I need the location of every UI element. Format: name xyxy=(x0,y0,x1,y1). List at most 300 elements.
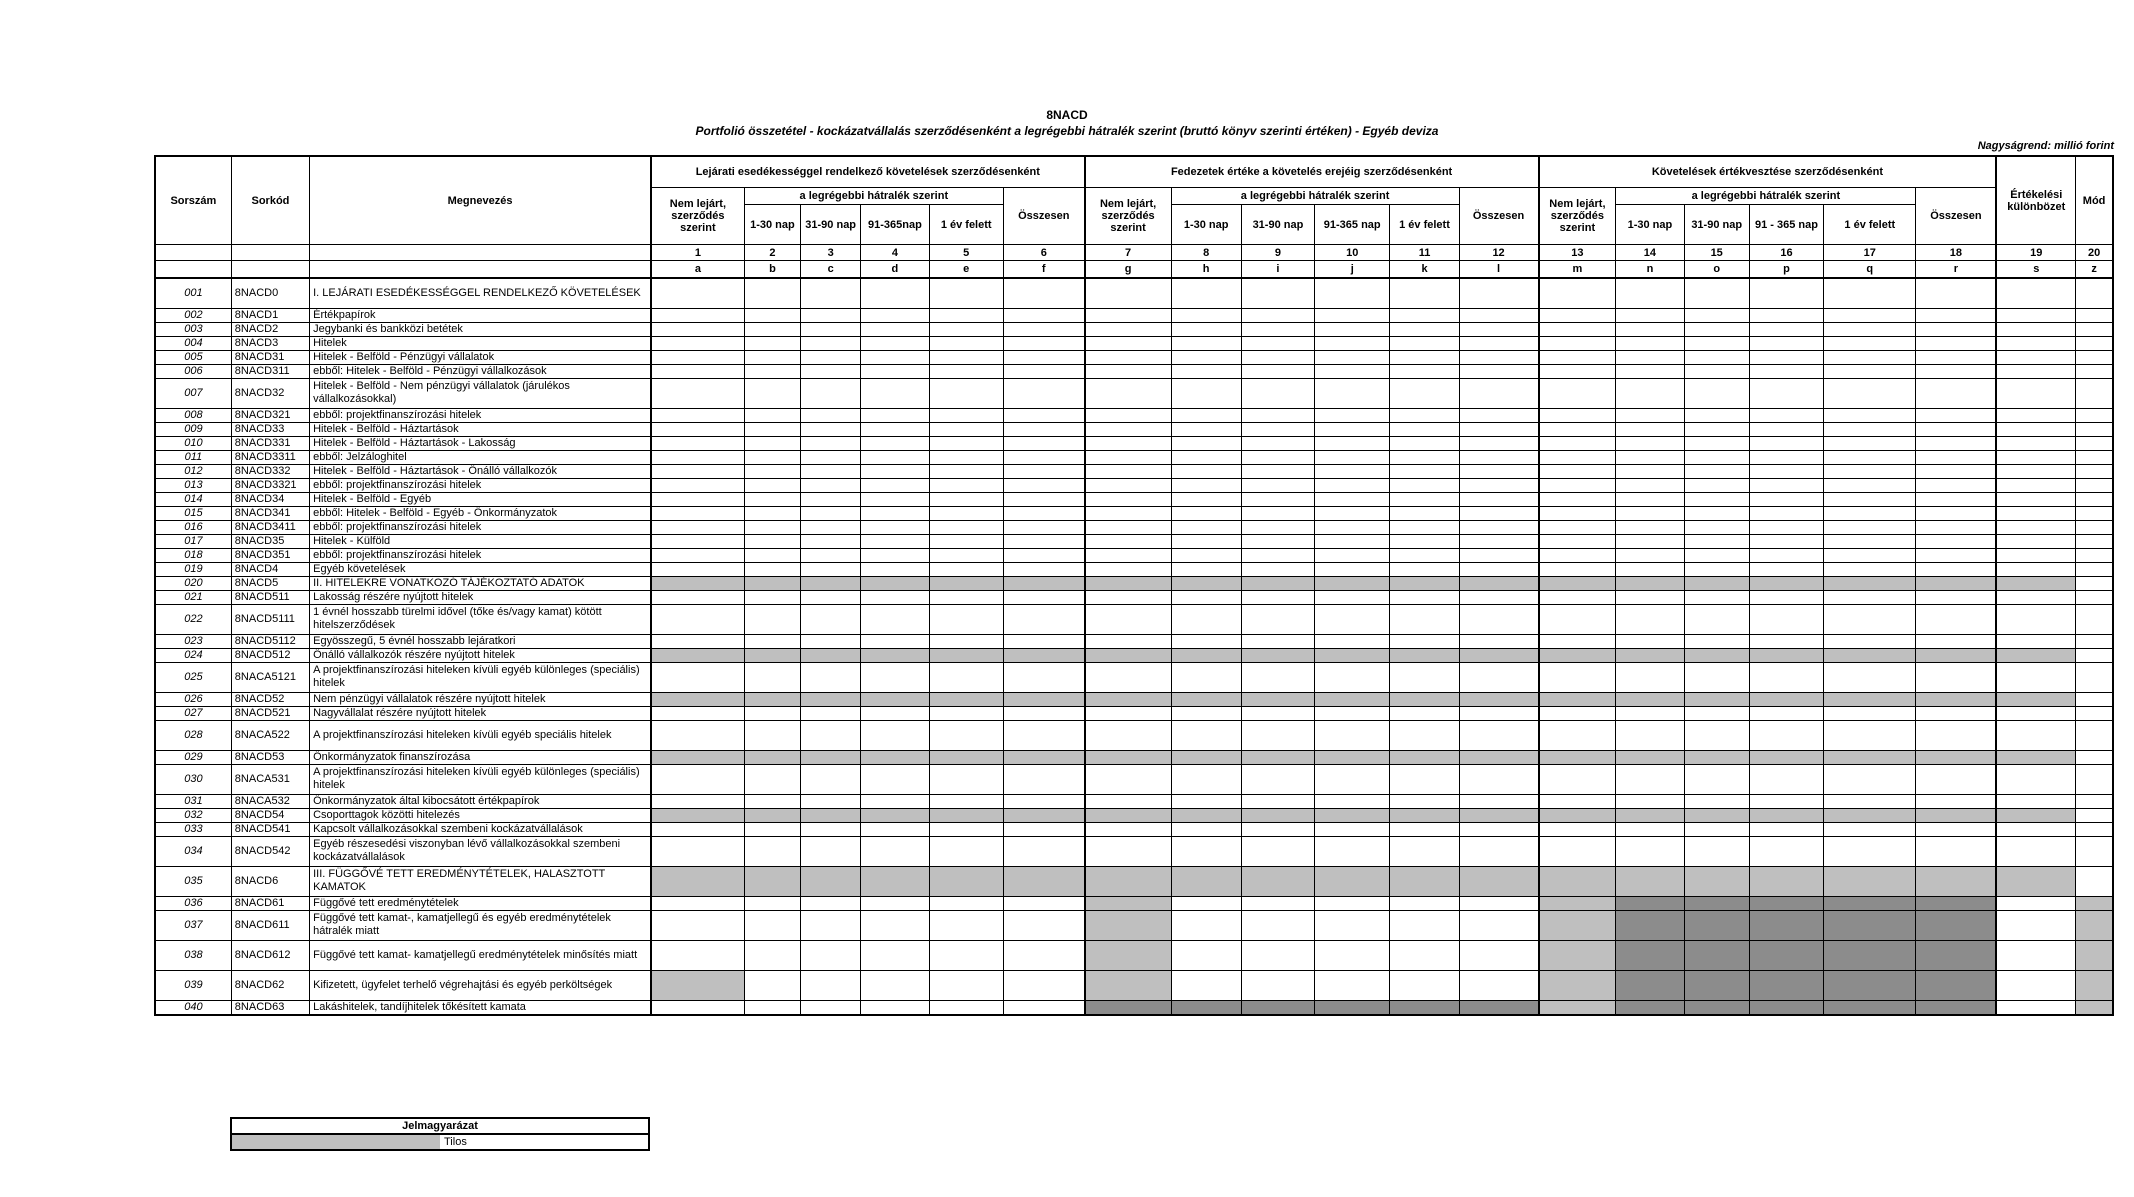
data-cell[interactable] xyxy=(1085,662,1171,692)
data-cell[interactable] xyxy=(1616,534,1684,548)
data-cell[interactable] xyxy=(1085,436,1171,450)
data-cell[interactable] xyxy=(1996,492,2075,506)
data-cell[interactable] xyxy=(1003,322,1084,336)
data-cell[interactable] xyxy=(861,794,929,808)
data-cell[interactable] xyxy=(1459,720,1538,750)
data-cell[interactable] xyxy=(1315,910,1390,940)
data-cell[interactable] xyxy=(2076,278,2113,308)
data-cell[interactable] xyxy=(861,322,929,336)
data-cell[interactable] xyxy=(1315,506,1390,520)
data-cell[interactable] xyxy=(1315,534,1390,548)
data-cell[interactable] xyxy=(1824,322,1916,336)
data-cell[interactable] xyxy=(1390,910,1459,940)
data-cell[interactable] xyxy=(651,278,744,308)
data-cell[interactable] xyxy=(1085,378,1171,408)
data-cell[interactable] xyxy=(929,506,1003,520)
data-cell[interactable] xyxy=(744,1000,800,1015)
data-cell[interactable] xyxy=(1684,322,1749,336)
data-cell[interactable] xyxy=(1749,422,1823,436)
data-cell[interactable] xyxy=(1241,940,1314,970)
data-cell[interactable] xyxy=(1684,794,1749,808)
data-cell[interactable] xyxy=(1616,720,1684,750)
data-cell[interactable] xyxy=(1824,836,1916,866)
data-cell[interactable] xyxy=(1459,706,1538,720)
data-cell[interactable] xyxy=(1749,562,1823,576)
data-cell[interactable] xyxy=(1171,706,1241,720)
data-cell[interactable] xyxy=(1003,278,1084,308)
data-cell[interactable] xyxy=(929,464,1003,478)
data-cell[interactable] xyxy=(1390,450,1459,464)
data-cell[interactable] xyxy=(651,822,744,836)
data-cell[interactable] xyxy=(1824,720,1916,750)
data-cell[interactable] xyxy=(861,562,929,576)
data-cell[interactable] xyxy=(1390,590,1459,604)
data-cell[interactable] xyxy=(1315,794,1390,808)
data-cell[interactable] xyxy=(1616,378,1684,408)
data-cell[interactable] xyxy=(1459,378,1538,408)
data-cell[interactable] xyxy=(861,492,929,506)
data-cell[interactable] xyxy=(1824,506,1916,520)
data-cell[interactable] xyxy=(1459,548,1538,562)
data-cell[interactable] xyxy=(1390,464,1459,478)
data-cell[interactable] xyxy=(1916,590,1996,604)
data-cell[interactable] xyxy=(1171,548,1241,562)
data-cell[interactable] xyxy=(1459,604,1538,634)
data-cell[interactable] xyxy=(744,350,800,364)
data-cell[interactable] xyxy=(1916,378,1996,408)
data-cell[interactable] xyxy=(1390,322,1459,336)
data-cell[interactable] xyxy=(1916,822,1996,836)
data-cell[interactable] xyxy=(1241,450,1314,464)
data-cell[interactable] xyxy=(1171,364,1241,378)
data-cell[interactable] xyxy=(1996,422,2075,436)
data-cell[interactable] xyxy=(1749,378,1823,408)
data-cell[interactable] xyxy=(1824,590,1916,604)
data-cell[interactable] xyxy=(1171,634,1241,648)
data-cell[interactable] xyxy=(1684,634,1749,648)
data-cell[interactable] xyxy=(801,970,861,1000)
data-cell[interactable] xyxy=(1085,562,1171,576)
data-cell[interactable] xyxy=(1085,408,1171,422)
data-cell[interactable] xyxy=(1241,350,1314,364)
data-cell[interactable] xyxy=(1315,364,1390,378)
data-cell[interactable] xyxy=(1684,336,1749,350)
data-cell[interactable] xyxy=(1003,970,1084,1000)
data-cell[interactable] xyxy=(861,720,929,750)
data-cell[interactable] xyxy=(1749,408,1823,422)
data-cell[interactable] xyxy=(2076,634,2113,648)
data-cell[interactable] xyxy=(1539,706,1616,720)
data-cell[interactable] xyxy=(2076,422,2113,436)
data-cell[interactable] xyxy=(651,492,744,506)
data-cell[interactable] xyxy=(1916,836,1996,866)
data-cell[interactable] xyxy=(1085,822,1171,836)
data-cell[interactable] xyxy=(929,794,1003,808)
data-cell[interactable] xyxy=(651,836,744,866)
data-cell[interactable] xyxy=(801,1000,861,1015)
data-cell[interactable] xyxy=(1684,364,1749,378)
data-cell[interactable] xyxy=(1749,506,1823,520)
data-cell[interactable] xyxy=(1824,464,1916,478)
data-cell[interactable] xyxy=(1085,322,1171,336)
data-cell[interactable] xyxy=(651,634,744,648)
data-cell[interactable] xyxy=(1241,478,1314,492)
data-cell[interactable] xyxy=(801,408,861,422)
data-cell[interactable] xyxy=(1616,436,1684,450)
data-cell[interactable] xyxy=(1390,534,1459,548)
data-cell[interactable] xyxy=(1390,408,1459,422)
data-cell[interactable] xyxy=(1171,590,1241,604)
data-cell[interactable] xyxy=(1539,506,1616,520)
data-cell[interactable] xyxy=(1171,896,1241,910)
data-cell[interactable] xyxy=(1616,322,1684,336)
data-cell[interactable] xyxy=(1539,422,1616,436)
data-cell[interactable] xyxy=(1616,634,1684,648)
data-cell[interactable] xyxy=(861,436,929,450)
data-cell[interactable] xyxy=(1749,450,1823,464)
data-cell[interactable] xyxy=(1003,350,1084,364)
data-cell[interactable] xyxy=(744,408,800,422)
data-cell[interactable] xyxy=(1241,896,1314,910)
data-cell[interactable] xyxy=(801,436,861,450)
data-cell[interactable] xyxy=(801,896,861,910)
data-cell[interactable] xyxy=(651,336,744,350)
data-cell[interactable] xyxy=(1616,706,1684,720)
data-cell[interactable] xyxy=(651,720,744,750)
data-cell[interactable] xyxy=(2076,692,2113,706)
data-cell[interactable] xyxy=(1824,422,1916,436)
data-cell[interactable] xyxy=(1390,720,1459,750)
data-cell[interactable] xyxy=(1003,378,1084,408)
data-cell[interactable] xyxy=(1824,350,1916,364)
data-cell[interactable] xyxy=(1749,278,1823,308)
data-cell[interactable] xyxy=(1684,520,1749,534)
data-cell[interactable] xyxy=(1749,634,1823,648)
data-cell[interactable] xyxy=(1749,794,1823,808)
data-cell[interactable] xyxy=(1085,836,1171,866)
data-cell[interactable] xyxy=(651,450,744,464)
data-cell[interactable] xyxy=(861,450,929,464)
data-cell[interactable] xyxy=(801,336,861,350)
data-cell[interactable] xyxy=(929,308,1003,322)
data-cell[interactable] xyxy=(1171,464,1241,478)
data-cell[interactable] xyxy=(1916,764,1996,794)
data-cell[interactable] xyxy=(1459,662,1538,692)
data-cell[interactable] xyxy=(651,662,744,692)
data-cell[interactable] xyxy=(1003,478,1084,492)
data-cell[interactable] xyxy=(1459,478,1538,492)
data-cell[interactable] xyxy=(1171,308,1241,322)
data-cell[interactable] xyxy=(1749,836,1823,866)
data-cell[interactable] xyxy=(1003,662,1084,692)
data-cell[interactable] xyxy=(1824,408,1916,422)
data-cell[interactable] xyxy=(1003,422,1084,436)
data-cell[interactable] xyxy=(1539,322,1616,336)
data-cell[interactable] xyxy=(1315,940,1390,970)
data-cell[interactable] xyxy=(1824,478,1916,492)
data-cell[interactable] xyxy=(861,422,929,436)
data-cell[interactable] xyxy=(1996,436,2075,450)
data-cell[interactable] xyxy=(1171,794,1241,808)
data-cell[interactable] xyxy=(2076,822,2113,836)
data-cell[interactable] xyxy=(1749,308,1823,322)
data-cell[interactable] xyxy=(1003,910,1084,940)
data-cell[interactable] xyxy=(2076,378,2113,408)
data-cell[interactable] xyxy=(1749,764,1823,794)
data-cell[interactable] xyxy=(801,706,861,720)
data-cell[interactable] xyxy=(929,940,1003,970)
data-cell[interactable] xyxy=(1315,336,1390,350)
data-cell[interactable] xyxy=(1459,822,1538,836)
data-cell[interactable] xyxy=(1996,764,2075,794)
data-cell[interactable] xyxy=(1616,562,1684,576)
data-cell[interactable] xyxy=(861,836,929,866)
data-cell[interactable] xyxy=(1996,896,2075,910)
data-cell[interactable] xyxy=(1003,764,1084,794)
data-cell[interactable] xyxy=(744,910,800,940)
data-cell[interactable] xyxy=(1003,336,1084,350)
data-cell[interactable] xyxy=(1539,822,1616,836)
data-cell[interactable] xyxy=(1390,836,1459,866)
data-cell[interactable] xyxy=(801,450,861,464)
data-cell[interactable] xyxy=(1459,970,1538,1000)
data-cell[interactable] xyxy=(1315,604,1390,634)
data-cell[interactable] xyxy=(861,364,929,378)
data-cell[interactable] xyxy=(1916,450,1996,464)
data-cell[interactable] xyxy=(1241,794,1314,808)
data-cell[interactable] xyxy=(1459,336,1538,350)
data-cell[interactable] xyxy=(744,562,800,576)
data-cell[interactable] xyxy=(1390,308,1459,322)
data-cell[interactable] xyxy=(1459,910,1538,940)
data-cell[interactable] xyxy=(1916,350,1996,364)
data-cell[interactable] xyxy=(1459,562,1538,576)
data-cell[interactable] xyxy=(1085,604,1171,634)
data-cell[interactable] xyxy=(861,506,929,520)
data-cell[interactable] xyxy=(929,436,1003,450)
data-cell[interactable] xyxy=(1390,764,1459,794)
data-cell[interactable] xyxy=(1241,590,1314,604)
data-cell[interactable] xyxy=(2076,520,2113,534)
data-cell[interactable] xyxy=(1684,464,1749,478)
data-cell[interactable] xyxy=(1390,336,1459,350)
data-cell[interactable] xyxy=(1916,408,1996,422)
data-cell[interactable] xyxy=(744,590,800,604)
data-cell[interactable] xyxy=(1003,520,1084,534)
data-cell[interactable] xyxy=(1824,436,1916,450)
data-cell[interactable] xyxy=(1459,492,1538,506)
data-cell[interactable] xyxy=(861,662,929,692)
data-cell[interactable] xyxy=(1315,478,1390,492)
data-cell[interactable] xyxy=(1684,350,1749,364)
data-cell[interactable] xyxy=(1616,364,1684,378)
data-cell[interactable] xyxy=(1241,634,1314,648)
data-cell[interactable] xyxy=(1616,520,1684,534)
data-cell[interactable] xyxy=(1315,562,1390,576)
data-cell[interactable] xyxy=(1996,378,2075,408)
data-cell[interactable] xyxy=(2076,604,2113,634)
data-cell[interactable] xyxy=(1241,534,1314,548)
data-cell[interactable] xyxy=(1824,534,1916,548)
data-cell[interactable] xyxy=(651,308,744,322)
data-cell[interactable] xyxy=(1315,706,1390,720)
data-cell[interactable] xyxy=(1003,896,1084,910)
data-cell[interactable] xyxy=(1539,520,1616,534)
data-cell[interactable] xyxy=(801,278,861,308)
data-cell[interactable] xyxy=(1824,548,1916,562)
data-cell[interactable] xyxy=(1459,364,1538,378)
data-cell[interactable] xyxy=(1003,562,1084,576)
data-cell[interactable] xyxy=(651,422,744,436)
data-cell[interactable] xyxy=(744,520,800,534)
data-cell[interactable] xyxy=(929,336,1003,350)
data-cell[interactable] xyxy=(1996,590,2075,604)
data-cell[interactable] xyxy=(1459,422,1538,436)
data-cell[interactable] xyxy=(1390,940,1459,970)
data-cell[interactable] xyxy=(1085,464,1171,478)
data-cell[interactable] xyxy=(744,896,800,910)
data-cell[interactable] xyxy=(2076,706,2113,720)
data-cell[interactable] xyxy=(861,350,929,364)
data-cell[interactable] xyxy=(1824,492,1916,506)
data-cell[interactable] xyxy=(744,604,800,634)
data-cell[interactable] xyxy=(1749,662,1823,692)
data-cell[interactable] xyxy=(1996,720,2075,750)
data-cell[interactable] xyxy=(929,478,1003,492)
data-cell[interactable] xyxy=(1916,336,1996,350)
data-cell[interactable] xyxy=(1241,662,1314,692)
data-cell[interactable] xyxy=(801,364,861,378)
data-cell[interactable] xyxy=(1996,706,2075,720)
data-cell[interactable] xyxy=(1315,464,1390,478)
data-cell[interactable] xyxy=(1996,336,2075,350)
data-cell[interactable] xyxy=(651,520,744,534)
data-cell[interactable] xyxy=(929,408,1003,422)
data-cell[interactable] xyxy=(651,322,744,336)
data-cell[interactable] xyxy=(651,478,744,492)
data-cell[interactable] xyxy=(1390,506,1459,520)
data-cell[interactable] xyxy=(1171,534,1241,548)
data-cell[interactable] xyxy=(1824,822,1916,836)
data-cell[interactable] xyxy=(801,720,861,750)
data-cell[interactable] xyxy=(1459,794,1538,808)
data-cell[interactable] xyxy=(1085,720,1171,750)
data-cell[interactable] xyxy=(1684,506,1749,520)
data-cell[interactable] xyxy=(1824,520,1916,534)
data-cell[interactable] xyxy=(1684,378,1749,408)
data-cell[interactable] xyxy=(1996,634,2075,648)
data-cell[interactable] xyxy=(1916,520,1996,534)
data-cell[interactable] xyxy=(744,706,800,720)
data-cell[interactable] xyxy=(1171,492,1241,506)
data-cell[interactable] xyxy=(2076,720,2113,750)
data-cell[interactable] xyxy=(1459,450,1538,464)
data-cell[interactable] xyxy=(1616,764,1684,794)
data-cell[interactable] xyxy=(1996,478,2075,492)
data-cell[interactable] xyxy=(1241,308,1314,322)
data-cell[interactable] xyxy=(1315,422,1390,436)
data-cell[interactable] xyxy=(1916,534,1996,548)
data-cell[interactable] xyxy=(1085,706,1171,720)
data-cell[interactable] xyxy=(1390,492,1459,506)
data-cell[interactable] xyxy=(1171,506,1241,520)
data-cell[interactable] xyxy=(1315,662,1390,692)
data-cell[interactable] xyxy=(1916,506,1996,520)
data-cell[interactable] xyxy=(929,378,1003,408)
data-cell[interactable] xyxy=(1996,506,2075,520)
data-cell[interactable] xyxy=(2076,506,2113,520)
data-cell[interactable] xyxy=(1085,492,1171,506)
data-cell[interactable] xyxy=(1003,408,1084,422)
data-cell[interactable] xyxy=(1539,590,1616,604)
data-cell[interactable] xyxy=(1171,378,1241,408)
data-cell[interactable] xyxy=(1241,322,1314,336)
data-cell[interactable] xyxy=(1996,662,2075,692)
data-cell[interactable] xyxy=(861,336,929,350)
data-cell[interactable] xyxy=(1616,662,1684,692)
data-cell[interactable] xyxy=(1390,364,1459,378)
data-cell[interactable] xyxy=(1539,662,1616,692)
data-cell[interactable] xyxy=(861,548,929,562)
data-cell[interactable] xyxy=(1996,910,2075,940)
data-cell[interactable] xyxy=(2076,662,2113,692)
data-cell[interactable] xyxy=(2076,450,2113,464)
data-cell[interactable] xyxy=(2076,322,2113,336)
data-cell[interactable] xyxy=(1241,910,1314,940)
data-cell[interactable] xyxy=(1171,336,1241,350)
data-cell[interactable] xyxy=(1171,278,1241,308)
data-cell[interactable] xyxy=(2076,492,2113,506)
data-cell[interactable] xyxy=(801,662,861,692)
data-cell[interactable] xyxy=(801,590,861,604)
data-cell[interactable] xyxy=(861,822,929,836)
data-cell[interactable] xyxy=(1616,478,1684,492)
data-cell[interactable] xyxy=(1085,634,1171,648)
data-cell[interactable] xyxy=(1539,278,1616,308)
data-cell[interactable] xyxy=(744,970,800,1000)
data-cell[interactable] xyxy=(929,350,1003,364)
data-cell[interactable] xyxy=(1824,662,1916,692)
data-cell[interactable] xyxy=(801,910,861,940)
data-cell[interactable] xyxy=(1390,794,1459,808)
data-cell[interactable] xyxy=(2076,350,2113,364)
data-cell[interactable] xyxy=(929,322,1003,336)
data-cell[interactable] xyxy=(1241,822,1314,836)
data-cell[interactable] xyxy=(861,464,929,478)
data-cell[interactable] xyxy=(744,534,800,548)
data-cell[interactable] xyxy=(1459,308,1538,322)
data-cell[interactable] xyxy=(1390,378,1459,408)
data-cell[interactable] xyxy=(1003,794,1084,808)
data-cell[interactable] xyxy=(1539,378,1616,408)
data-cell[interactable] xyxy=(1996,322,2075,336)
data-cell[interactable] xyxy=(1315,822,1390,836)
data-cell[interactable] xyxy=(1996,970,2075,1000)
data-cell[interactable] xyxy=(1241,506,1314,520)
data-cell[interactable] xyxy=(1749,478,1823,492)
data-cell[interactable] xyxy=(1539,364,1616,378)
data-cell[interactable] xyxy=(1616,308,1684,322)
data-cell[interactable] xyxy=(1003,1000,1084,1015)
data-cell[interactable] xyxy=(929,450,1003,464)
data-cell[interactable] xyxy=(1616,506,1684,520)
data-cell[interactable] xyxy=(1616,350,1684,364)
data-cell[interactable] xyxy=(1916,478,1996,492)
data-cell[interactable] xyxy=(1315,836,1390,866)
data-cell[interactable] xyxy=(1749,590,1823,604)
data-cell[interactable] xyxy=(1085,764,1171,794)
data-cell[interactable] xyxy=(801,308,861,322)
